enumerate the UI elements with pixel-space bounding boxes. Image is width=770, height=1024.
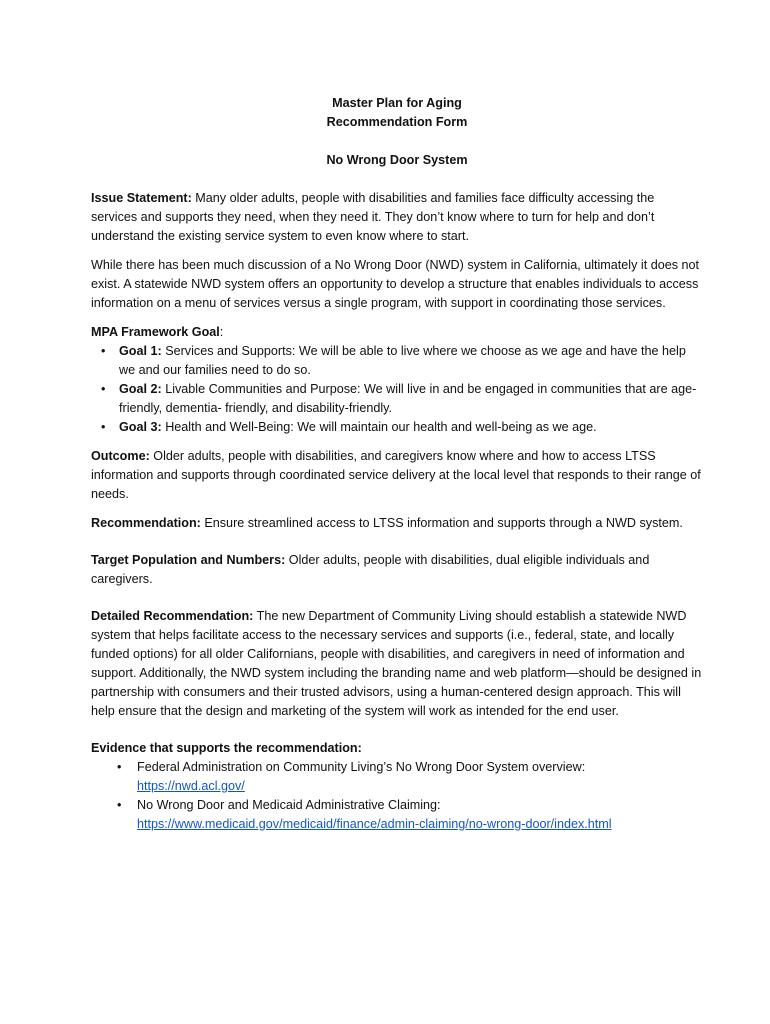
issue-statement-text: Many older adults, people with disabilities and families face difficulty accessing the services and supports they need, when they need it. They don’t know where to turn for help and don’t understand the existing service system to even know where to start.: [91, 191, 655, 243]
framework-colon: :: [219, 325, 224, 339]
goal-item-1: [91, 342, 703, 380]
target-population-text: Older adults, people with disabilities, dual eligible individuals and caregivers.: [91, 553, 650, 586]
framework-section: [91, 323, 703, 437]
goal-1-label: Goal 1:: [119, 344, 162, 358]
outcome-text: Older adults, people with disabilities, and caregivers know where and how to access LTSS information and supports through coordinated service delivery at the local level that responds to their range of needs.: [91, 449, 701, 501]
target-population-paragraph: [91, 551, 703, 589]
evidence-list: [91, 758, 703, 834]
document-page: [91, 94, 703, 844]
evidence-link-medicaid[interactable]: https://www.medicaid.gov/medicaid/finance/admin-claiming/no-wrong-door/index.html: [137, 817, 612, 831]
issue-statement: [91, 189, 703, 246]
evidence-item-1-text: • Federal Administration on Community Living’s No Wrong Door System overview:: [137, 760, 586, 774]
framework-heading: [91, 323, 703, 342]
evidence-item-2-text: • No Wrong Door and Medicaid Administrative Claiming:: [137, 798, 441, 812]
evidence-link-nwd-acl[interactable]: https://nwd.acl.gov/: [137, 779, 245, 793]
outcome-paragraph: [91, 447, 703, 504]
goal-2-label: Goal 2:: [119, 382, 162, 396]
recommendation-paragraph: [91, 514, 703, 533]
goals-list: [91, 342, 703, 437]
issue-statement-label: Issue Statement:: [91, 191, 192, 205]
goal-1-text: Services and Supports: We will be able to live where we choose as we age and have the help we and our families need to do so.: [119, 344, 686, 377]
evidence-item-1: [91, 758, 703, 796]
target-population-label: Target Population and Numbers:: [91, 553, 286, 567]
evidence-heading: Evidence that supports the recommendation:: [91, 741, 362, 755]
detailed-recommendation-text: The new Department of Community Living should establish a statewide NWD system that helps facilitate access to the necessary services and supports (i.e., federal, state, and locally funded options) for all older Californians, people with disabilities, and caregivers in need of information and support. Additionally, the NWD system including the branding name and web platform—should be designed in partnership with consumers and their trusted advisors, using a human-centered design approach. This will help ensure that the design and marketing of the system will work as intended for the end user.: [91, 609, 702, 718]
goal-3-label: Goal 3:: [119, 420, 162, 434]
title-line-2: Recommendation Form: [326, 115, 468, 129]
detailed-recommendation-label: Detailed Recommendation:: [91, 609, 254, 623]
nwd-paragraph: While there has been much discussion of a No Wrong Door (NWD) system in California, ultimately it does not exist. A statewide NWD system offers an opportunity to develop a structure that enables individuals to access information on a menu of services versus a single program, with support in coordinating those services.: [91, 258, 700, 310]
recommendation-label: Recommendation:: [91, 516, 201, 530]
document-subtitle: No Wrong Door System: [326, 153, 468, 167]
evidence-section: [91, 739, 703, 834]
framework-label: MPA Framework Goal: [91, 325, 220, 339]
outcome-label: Outcome:: [91, 449, 150, 463]
document-title: [91, 94, 703, 132]
evidence-item-2: [91, 796, 703, 834]
goal-2-text: Livable Communities and Purpose: We will live in and be engaged in communities that are age-friendly, dementia- friendly, and disability-friendly.: [119, 382, 697, 415]
goal-item-2: [91, 380, 703, 418]
title-line-1: Master Plan for Aging: [332, 96, 462, 110]
recommendation-text: Ensure streamlined access to LTSS information and supports through a NWD system.: [200, 516, 683, 530]
goal-item-3: [91, 418, 703, 437]
detailed-recommendation-paragraph: [91, 607, 703, 721]
goal-3-text: Health and Well-Being: We will maintain our health and well-being as we age.: [161, 420, 597, 434]
